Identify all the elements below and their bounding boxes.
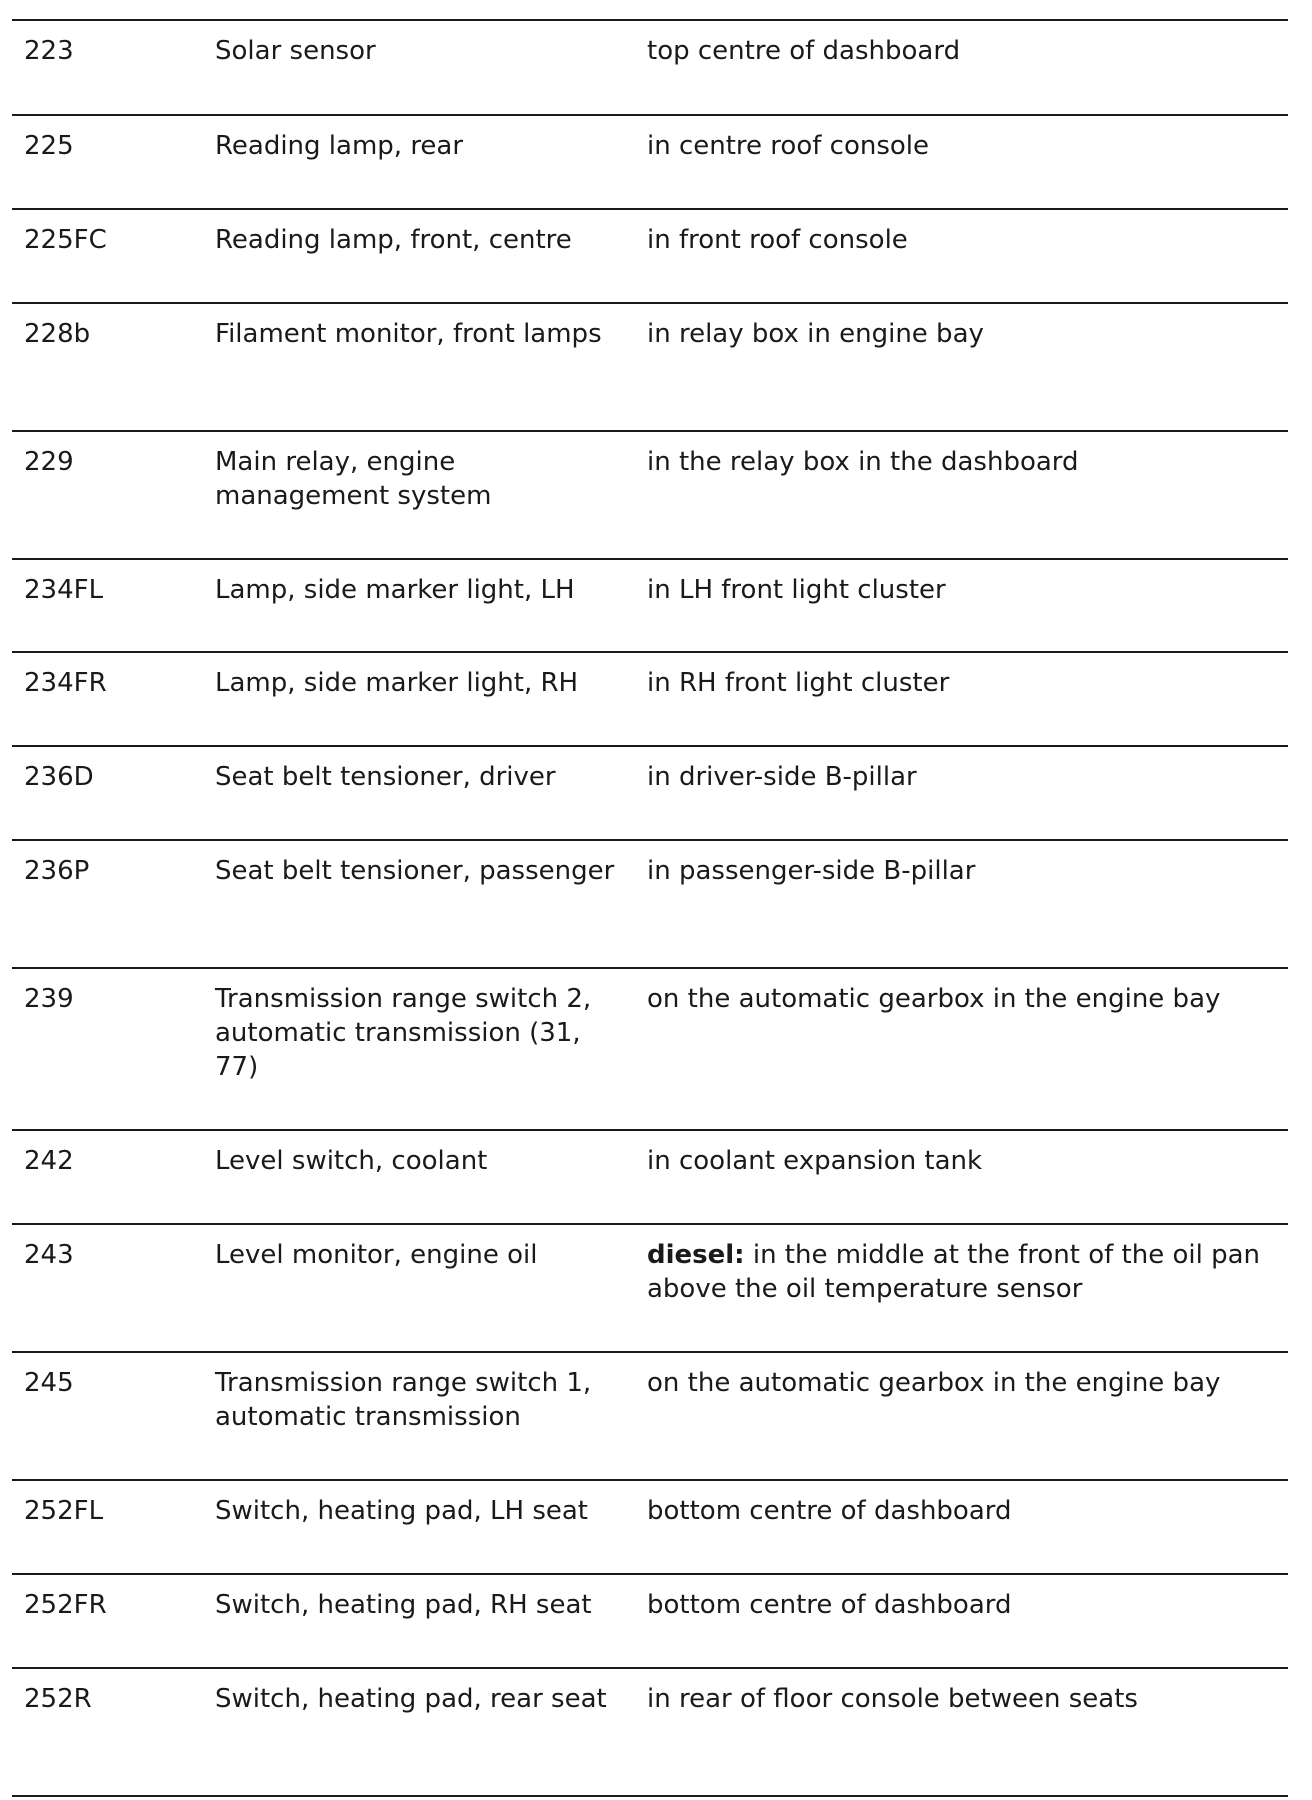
- component-description: Main relay, engine management system: [215, 447, 492, 511]
- component-code: 225: [24, 131, 74, 161]
- component-location: on the automatic gearbox in the engine bay: [647, 984, 1221, 1014]
- component-description: Level monitor, engine oil: [215, 1240, 538, 1270]
- component-description: Switch, heating pad, rear seat: [215, 1684, 607, 1714]
- component-description: Lamp, side marker light, LH: [215, 575, 575, 605]
- table-row: [12, 1352, 1288, 1480]
- component-code: 252R: [24, 1684, 92, 1714]
- table-row: [12, 303, 1288, 431]
- table-row: [12, 746, 1288, 840]
- component-code: 229: [24, 447, 74, 477]
- component-code: 223: [24, 36, 74, 66]
- table-row: [12, 1480, 1288, 1574]
- location-text: in the middle at the front of the oil pan above the oil temperature sensor: [647, 1240, 1261, 1304]
- component-description: Level switch, coolant: [215, 1146, 488, 1176]
- component-location-table: [12, 19, 1288, 1797]
- table-row: [12, 652, 1288, 746]
- component-code: 242: [24, 1146, 74, 1176]
- component-code: 252FR: [24, 1590, 107, 1620]
- component-location: in centre roof console: [647, 131, 930, 161]
- component-code: 225FC: [24, 225, 107, 255]
- component-location: on the automatic gearbox in the engine bay: [647, 1368, 1221, 1398]
- table-row: [12, 559, 1288, 652]
- component-location: in coolant expansion tank: [647, 1146, 983, 1176]
- component-location: bottom centre of dashboard: [647, 1496, 1012, 1526]
- component-description: Reading lamp, rear: [215, 131, 464, 161]
- component-location: in driver-side B-pillar: [647, 762, 917, 792]
- table-body: [12, 20, 1288, 1796]
- table-row: [12, 840, 1288, 968]
- table-row: [12, 20, 1288, 115]
- table-row: [12, 431, 1288, 559]
- table-row: [12, 115, 1288, 209]
- component-location: in front roof console: [647, 225, 908, 255]
- component-description: Filament monitor, front lamps: [215, 319, 602, 349]
- component-code: 245: [24, 1368, 74, 1398]
- component-description: Transmission range switch 2, automatic transmission (31, 77): [215, 984, 592, 1082]
- component-location: [635, 1224, 1288, 1352]
- component-code: 243: [24, 1240, 74, 1270]
- component-code: 234FL: [24, 575, 104, 605]
- component-code: 252FL: [24, 1496, 104, 1526]
- component-location: in rear of floor console between seats: [647, 1684, 1138, 1714]
- component-code: 236P: [24, 856, 90, 886]
- component-code: 228b: [24, 319, 91, 349]
- component-description: Lamp, side marker light, RH: [215, 668, 579, 698]
- component-description: Seat belt tensioner, passenger: [215, 856, 615, 886]
- component-description: Reading lamp, front, centre: [215, 225, 572, 255]
- component-description: Seat belt tensioner, driver: [215, 762, 556, 792]
- component-description: Solar sensor: [215, 36, 376, 66]
- component-location: in LH front light cluster: [647, 575, 946, 605]
- table-row: [12, 1574, 1288, 1668]
- component-description: Transmission range switch 1, automatic transmission: [215, 1368, 592, 1432]
- table-row: [12, 209, 1288, 303]
- component-location: in relay box in engine bay: [647, 319, 984, 349]
- component-code: 239: [24, 984, 74, 1014]
- component-code: 234FR: [24, 668, 107, 698]
- component-location: top centre of dashboard: [647, 36, 961, 66]
- component-code: 236D: [24, 762, 94, 792]
- table-row: [12, 968, 1288, 1130]
- component-location: in the relay box in the dashboard: [647, 447, 1079, 477]
- table-row: [12, 1668, 1288, 1796]
- component-description: Switch, heating pad, LH seat: [215, 1496, 589, 1526]
- component-description: Switch, heating pad, RH seat: [215, 1590, 592, 1620]
- table-row: [12, 1224, 1288, 1352]
- component-location: in passenger-side B-pillar: [647, 856, 976, 886]
- component-location: bottom centre of dashboard: [647, 1590, 1012, 1620]
- component-location: in RH front light cluster: [647, 668, 950, 698]
- location-qualifier: diesel:: [647, 1240, 745, 1270]
- table-row: [12, 1130, 1288, 1224]
